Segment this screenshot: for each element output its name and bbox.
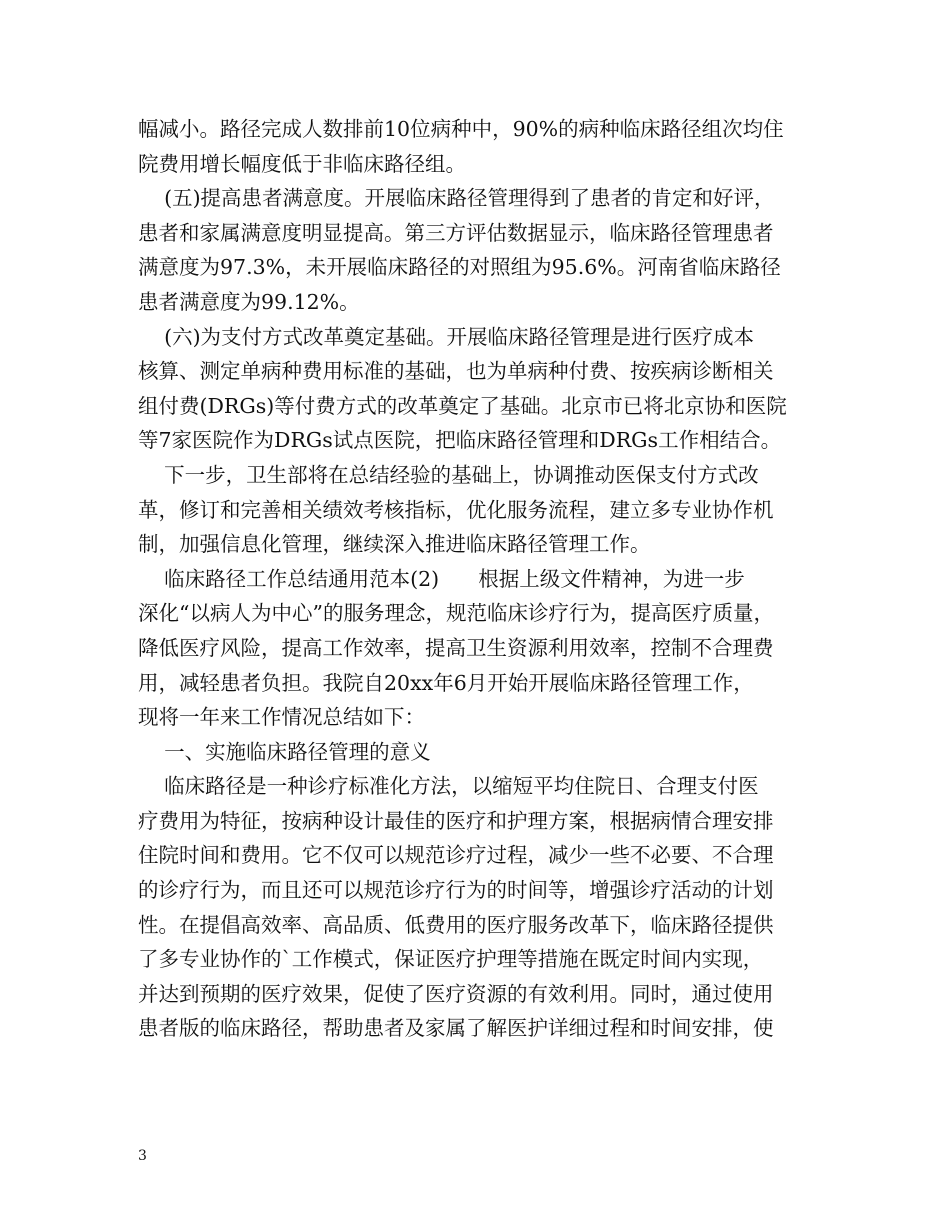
text-line: 的诊疗行为，而且还可以规范诊疗行为的时间等，增强诊疗活动的计划 <box>138 878 774 903</box>
text-line: 组付费(DRGs)等付费方式的改革奠定了基础。北京市已将北京协和医院 <box>138 393 787 418</box>
text-line: 一、实施临床路径管理的意义 <box>138 739 431 764</box>
text-line: 院费用增长幅度低于非临床路径组。 <box>138 151 466 176</box>
text-line: 下一步，卫生部将在总结经验的基础上，协调推动医保支付方式改 <box>138 462 759 487</box>
body-text <box>138 112 828 1046</box>
text-line: 临床路径工作总结通用范本(2) 根据上级文件精神，为进一步 <box>138 566 745 591</box>
text-line: (五)提高患者满意度。开展临床路径管理得到了患者的肯定和好评， <box>138 186 775 211</box>
text-line: 降低医疗风险，提高工作效率，提高卫生资源利用效率，控制不合理费 <box>138 635 774 660</box>
text-line: 住院时间和费用。它不仅可以规范诊疗过程，减少一些不必要、不合理 <box>138 843 774 868</box>
text-line: 患者和家属满意度明显提高。第三方评估数据显示，临床路径管理患者 <box>138 220 774 245</box>
text-line: 并达到预期的医疗效果，促使了医疗资源的有效利用。同时，通过使用 <box>138 981 774 1006</box>
page-number: 3 <box>138 1148 147 1164</box>
text-line: 现将一年来工作情况总结如下： <box>138 705 425 730</box>
text-line: 深化“以病人为中心”的服务理念，规范临床诊疗行为，提高医疗质量， <box>138 601 774 626</box>
text-line: 幅减小。路径完成人数排前10位病种中，90%的病种临床路径组次均住 <box>138 117 784 141</box>
text-line: 患者满意度为99.12%。 <box>138 289 360 314</box>
text-line: 了多专业协作的`工作模式，保证医疗护理等措施在既定时间内实现， <box>138 947 764 972</box>
text-line: 满意度为97.3%，未开展临床路径的对照组为95.6%。河南省临床路径 <box>138 255 781 280</box>
text-line: 核算、测定单病种费用标准的基础，也为单病种付费、按疾病诊断相关 <box>138 359 774 384</box>
text-line: 制，加强信息化管理，继续深入推进临床路径管理工作。 <box>138 532 651 557</box>
text-line: (六)为支付方式改革奠定基础。开展临床路径管理是进行医疗成本 <box>138 324 755 349</box>
text-line: 等7家医院作为DRGs试点医院，把临床路径管理和DRGs工作相结合。 <box>138 428 782 453</box>
text-line: 用，减轻患者负担。我院自20xx年6月开始开展临床路径管理工作， <box>138 670 754 695</box>
text-line: 疗费用为特征，按病种设计最佳的医疗和护理方案，根据病情合理安排 <box>138 808 774 833</box>
text-line: 临床路径是一种诊疗标准化方法，以缩短平均住院日、合理支付医 <box>138 774 759 799</box>
text-line: 患者版的临床路径，帮助患者及家属了解医护详细过程和时间安排，使 <box>138 1016 774 1041</box>
text-line: 革，修订和完善相关绩效考核指标，优化服务流程，建立多专业协作机 <box>138 497 774 522</box>
text-line: 性。在提倡高效率、高品质、低费用的医疗服务改革下，临床路径提供 <box>138 912 774 937</box>
